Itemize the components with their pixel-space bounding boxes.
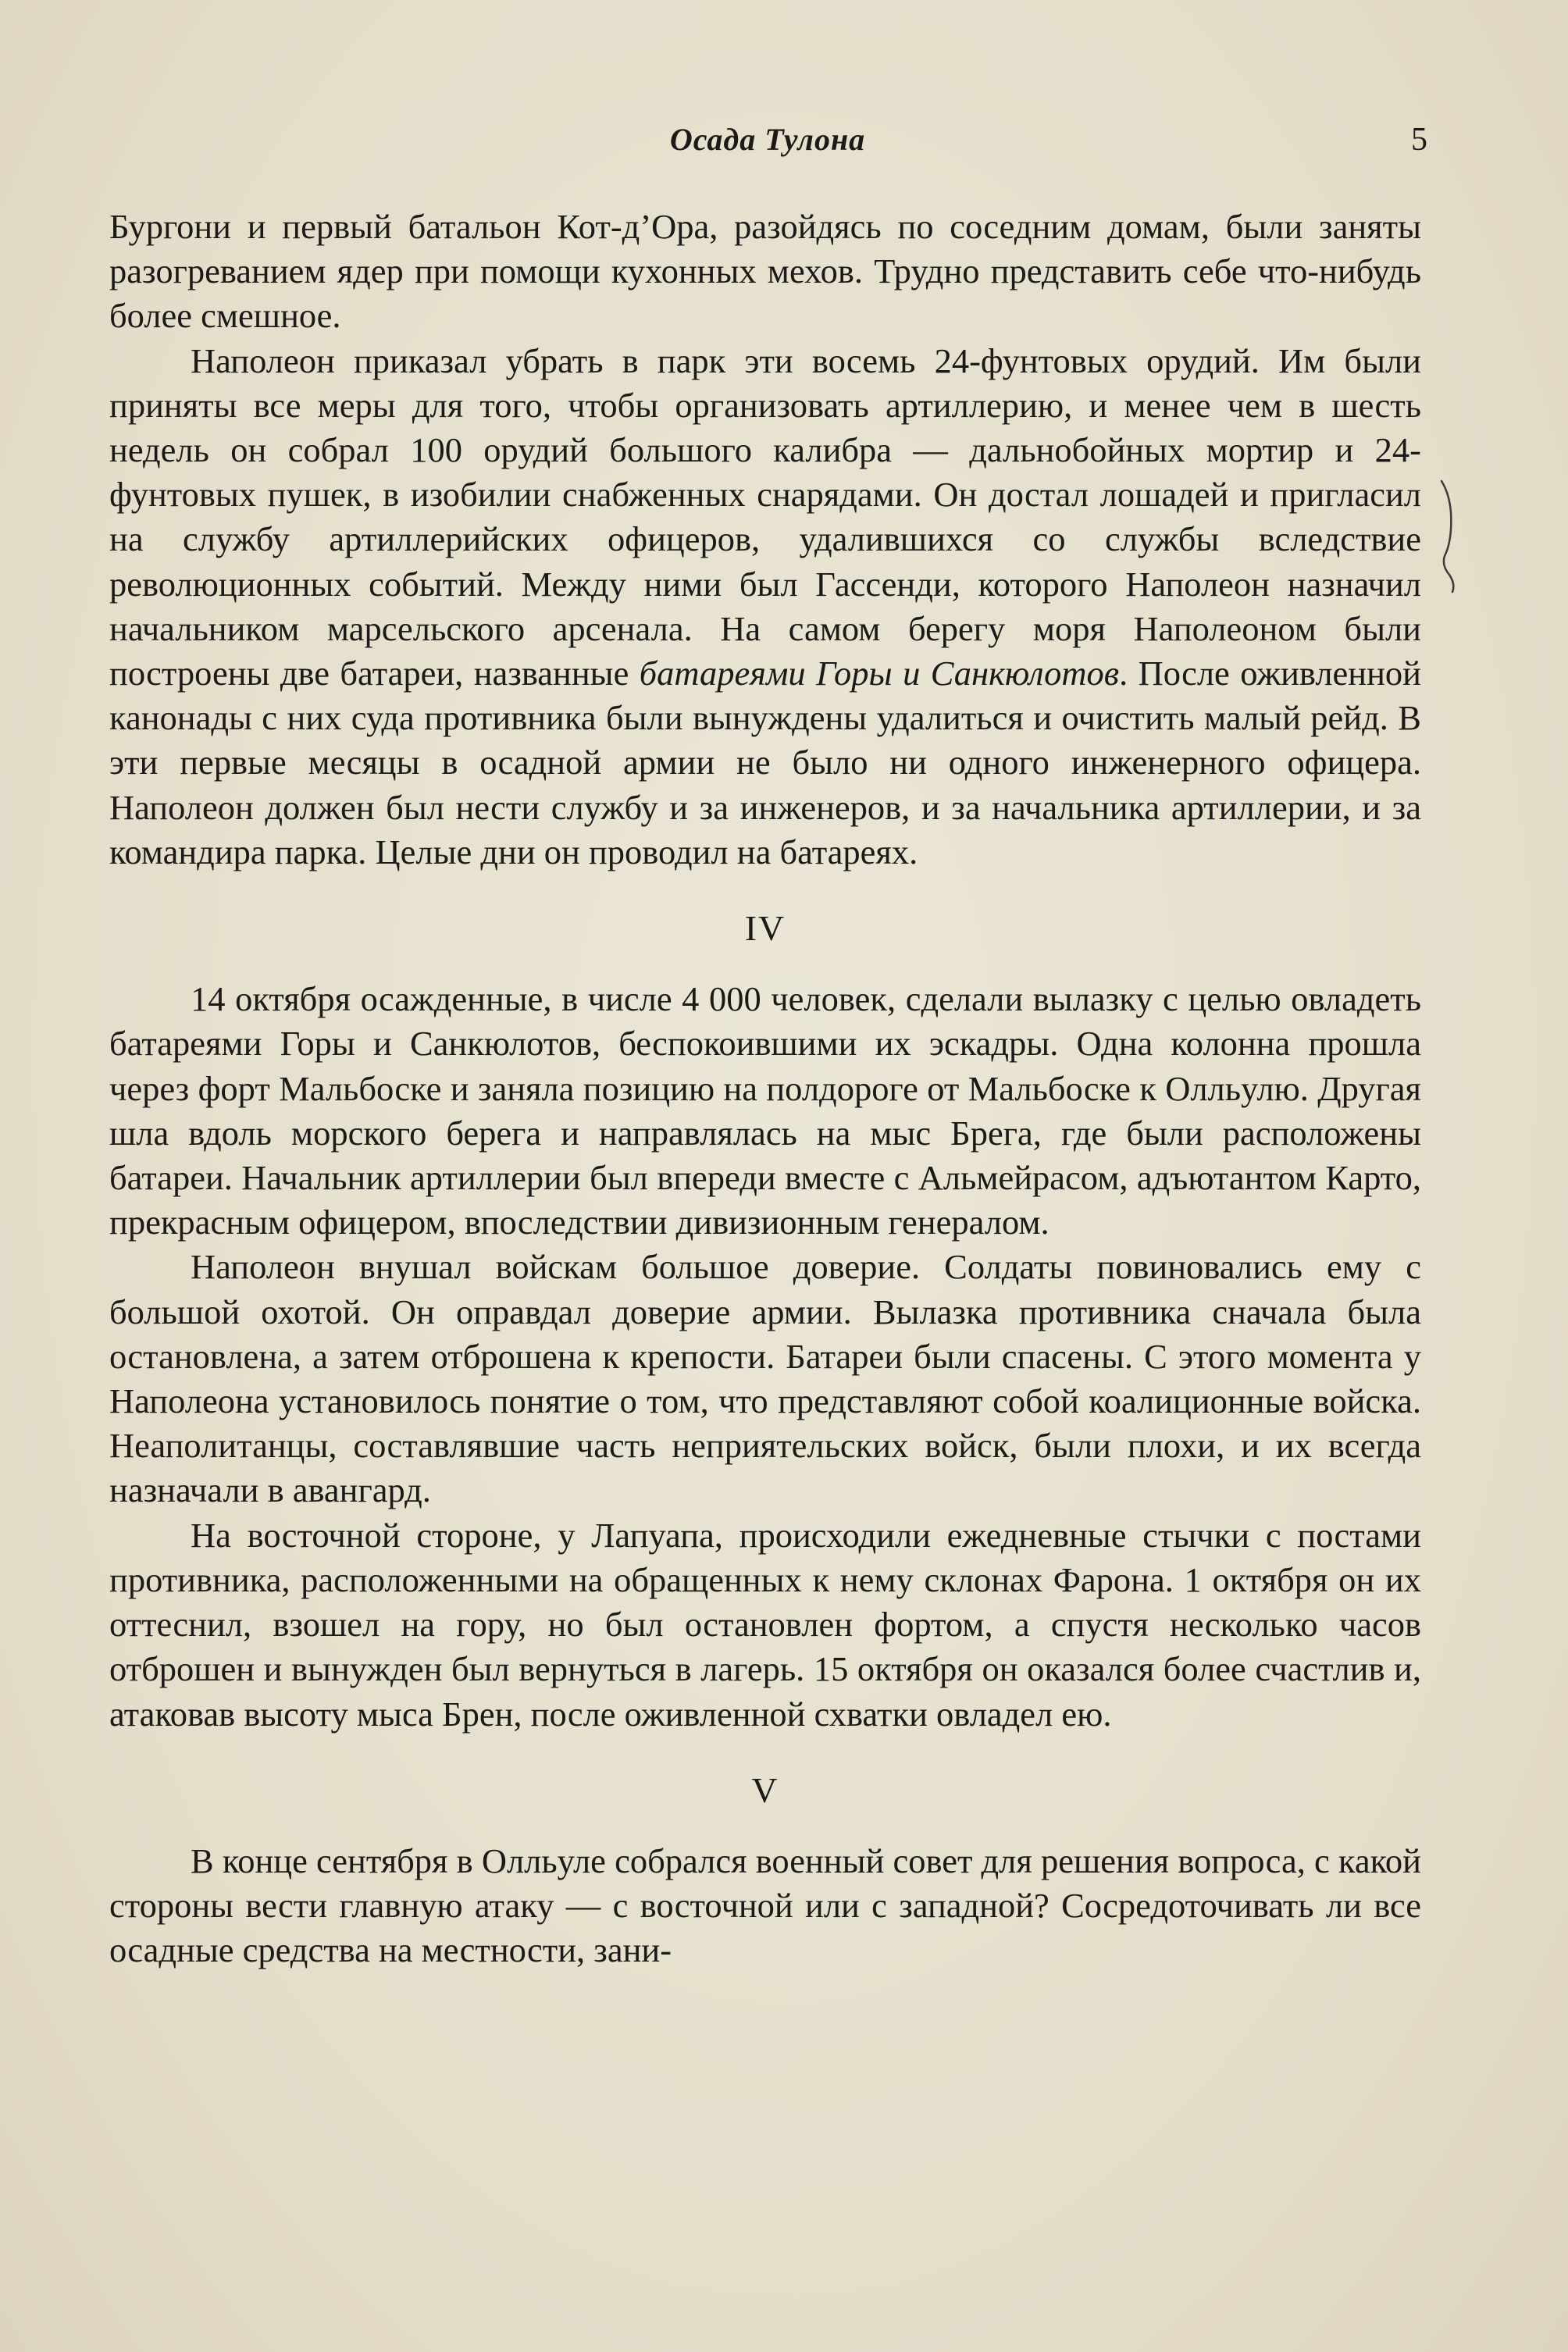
page-number: 5 <box>1411 122 1427 158</box>
paragraph <box>109 1245 1421 1513</box>
section-heading: V <box>751 1769 779 1810</box>
running-head-title: Осада Тулона <box>669 122 866 157</box>
text-run: Наполеон внушал войскам большое доверие. Солдаты повиновались ему с большой охотой. Он оправдал доверие армии. Вылазка противника сначала была остановлена, а затем отброшена к крепости. Батареи были спасены. С этого момента у Наполеона установилось понятие о том, что представляют собой коалиционные войска. Неаполитанцы, составлявшие часть неприятельских войск, были плохи, и их всегда назначали в авангард. <box>109 1247 1421 1510</box>
paragraph <box>109 339 1421 875</box>
main-text <box>109 205 1421 1973</box>
paragraph <box>109 977 1421 1245</box>
text-run: На восточной стороне, у Лапуапа, происходили ежедневные стычки с постами противника, расположенными на обращенных к нему склонах Фарона. 1 октября он их оттеснил, взошел на гору, но был остановлен фортом, а спустя несколько часов отброшен и вынужден был вернуться в лагерь. 15 октября он оказался более счастлив и, атаковав высоту мыса Брен, после оживленной схватки овладел ею. <box>109 1515 1421 1734</box>
section-heading: IV <box>744 908 786 949</box>
text-run: В конце сентября в Олльуле собрался военный совет для решения вопроса, с какой стороны вести главную атаку — с восточной или с западной? Сосредоточивать ли все осадные средства на местности, зани- <box>109 1841 1421 1970</box>
text-run: 14 октября осажденные, в числе 4 000 человек, сделали вылазку с целью овладеть батареями Горы и Санкюлотов, беспокоившими их эскадры. Одна колонна прошла через форт Мальбоске и заняла позицию на полдороге от Мальбоске к Олльулю. Другая шла вдоль морского берега и направлялась на мыс Брега, где были расположены батареи. Начальник артиллерии был впереди вместе с Альмейрасом, адъютантом Карто, прекрасным офицером, впоследствии дивизионным генералом. <box>109 979 1421 1242</box>
pencil-margin-mark <box>1438 478 1462 595</box>
paragraph <box>109 205 1421 339</box>
italic-text: батареями Горы и Санкюлотов <box>639 654 1120 693</box>
text-run: Бургони и первый батальон Кот-д’Ора, разойдясь по соседним домам, были заняты разогреванием ядер при помощи кухонных мехов. Трудно представить себе что-нибудь более смешное. <box>109 207 1421 336</box>
paragraph <box>109 1513 1421 1737</box>
text-run: . После оживленной канонады с них суда противника были вынуждены удалиться и очистить малый рейд. В эти первые месяцы в осадной армии не было ни одного инженерного офицера. Наполеон должен был нести службу и за инженеров, и за начальника артиллерии, и за командира парка. Целые дни он проводил на батареях. <box>109 654 1421 871</box>
paragraph <box>109 1839 1421 1973</box>
text-run: Наполеон приказал убрать в парк эти восемь 24-фунтовых орудий. Им были приняты все меры для того, чтобы организовать артиллерию, и менее чем в шесть недель он собрал 100 орудий большого калибра — дальнобойных мортир и 24-фунтовых пушек, в изобилии снабженных снарядами. Он достал лошадей и пригласил на службу артиллерийских офицеров, удалившихся со службы вследствие революционных событий. Между ними был Гассенди, которого Наполеон назначил начальником марсельского арсенала. На самом берегу моря Наполеоном были построены две батареи, названные <box>109 340 1421 693</box>
running-head <box>108 121 1427 168</box>
